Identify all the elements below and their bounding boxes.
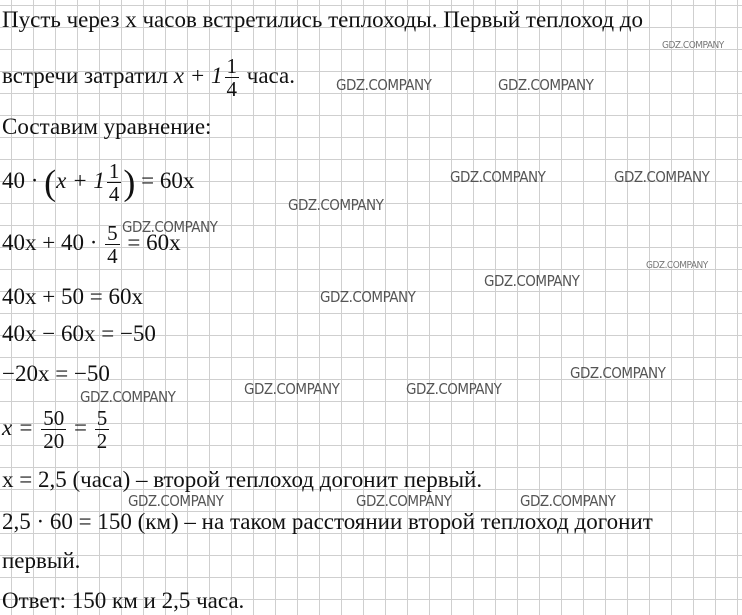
text-line-1 <box>2 6 643 34</box>
equation-4 <box>2 320 156 348</box>
fraction-denominator: 20 <box>43 429 65 453</box>
equation-3 <box>2 283 143 311</box>
fraction-five-halves <box>95 407 110 452</box>
text-line-2 <box>2 55 295 100</box>
watermark: GDZ.COMPANY <box>484 272 580 290</box>
fraction-one-quarter <box>225 55 240 100</box>
equation-5-text: −20x = −50 <box>2 361 110 386</box>
watermark: GDZ.COMPANY <box>80 388 176 406</box>
watermark: GDZ.COMPANY <box>288 196 384 214</box>
expression-x-plus-1: x + 1 <box>173 62 223 88</box>
equation-3-text: 40x + 50 = 60x <box>2 284 143 309</box>
result-line-3 <box>2 547 80 575</box>
result-distance: 2,5 · 60 = 150 (км) – на таком расстоянии второй теплоход догонит <box>2 509 653 534</box>
equation-1-right: = 60x <box>135 167 195 193</box>
watermark: GDZ.COMPANY <box>320 288 416 306</box>
watermark: GDZ.COMPANY <box>450 168 546 186</box>
problem-statement-line-1: Пусть через x часов встретились теплоходы. Первый теплоход до <box>2 7 643 32</box>
watermark: GDZ.COMPANY <box>356 492 452 510</box>
fraction-numerator: 1 <box>226 54 237 78</box>
watermark: GDZ.COMPANY <box>646 260 708 271</box>
result-line-1 <box>2 466 482 494</box>
watermark: GDZ.COMPANY <box>662 40 724 51</box>
paren-open: ( <box>44 162 57 203</box>
fraction-fifty-twentieths <box>41 407 66 452</box>
result-line-2 <box>2 508 653 536</box>
hours-word: часа. <box>246 62 295 88</box>
watermark: GDZ.COMPANY <box>128 492 224 510</box>
equation-1 <box>2 160 194 205</box>
watermark: GDZ.COMPANY <box>406 380 502 398</box>
equation-6 <box>2 407 111 452</box>
expression-x-plus-1: x + 1 <box>56 167 105 193</box>
fraction-denominator: 4 <box>226 77 237 101</box>
watermark: GDZ.COMPANY <box>122 218 218 236</box>
equation-4-text: 40x − 60x = −50 <box>2 321 156 346</box>
equation-6-left: x = <box>2 414 40 440</box>
fraction-one-quarter <box>107 160 122 205</box>
watermark: GDZ.COMPANY <box>498 76 594 94</box>
watermark: GDZ.COMPANY <box>244 380 340 398</box>
fraction-numerator: 5 <box>96 406 108 430</box>
equation-5 <box>2 360 110 388</box>
fraction-numerator: 50 <box>43 406 65 430</box>
equation-2-left: 40x + 40 · <box>2 229 104 255</box>
result-distance-continued: первый. <box>2 548 81 573</box>
answer-text: Ответ: 150 км и 2,5 часа. <box>2 588 245 613</box>
watermark: GDZ.COMPANY <box>520 492 616 510</box>
fraction-denominator: 4 <box>108 182 120 206</box>
fraction-denominator: 4 <box>107 244 118 268</box>
equation-2-right: = 60x <box>121 229 181 255</box>
fraction-numerator: 1 <box>108 159 120 183</box>
watermark: GDZ.COMPANY <box>336 76 432 94</box>
result-time: x = 2,5 (часа) – второй теплоход догонит первый. <box>2 467 483 492</box>
fraction-numerator: 5 <box>107 221 118 245</box>
text-line-3 <box>2 113 211 141</box>
paren-close: ) <box>123 162 136 203</box>
fraction-denominator: 2 <box>96 429 108 453</box>
equals-sign: = <box>68 414 93 440</box>
watermark: GDZ.COMPANY <box>614 168 710 186</box>
watermark: GDZ.COMPANY <box>570 364 666 382</box>
equation-1-left: 40 · <box>2 167 45 193</box>
problem-statement-line-2: встречи затратил <box>2 62 169 88</box>
compose-equation-label: Составим уравнение: <box>2 114 212 139</box>
fraction-five-quarters <box>105 222 120 267</box>
